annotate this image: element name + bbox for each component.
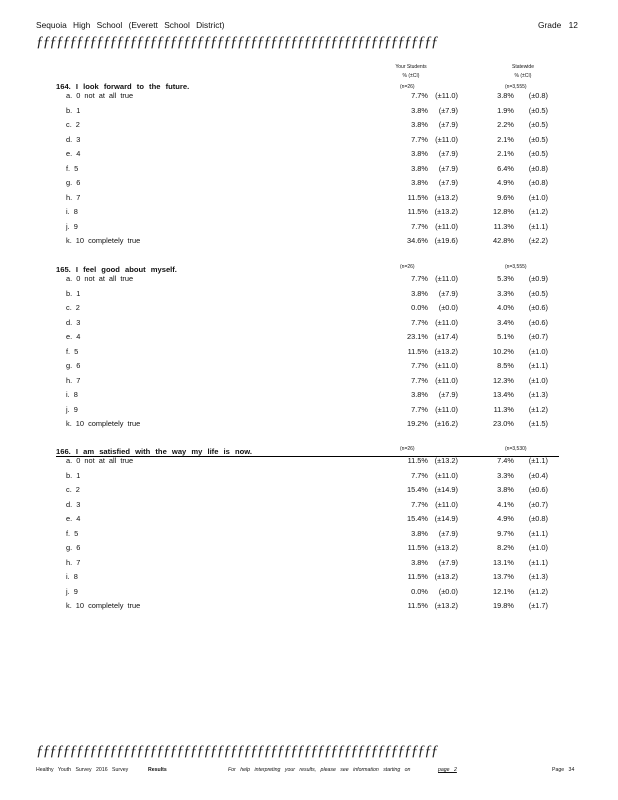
- statewide-percent: 3.3%: [497, 288, 514, 298]
- statewide-percent: 12.8%: [493, 207, 514, 216]
- your-students-ci: (±11.0): [435, 375, 458, 385]
- your-students-header: [384, 64, 438, 79]
- response-option-label: i. 8: [66, 390, 78, 399]
- your-students-percent: 7.7%: [411, 134, 428, 144]
- your-students-percent: 23.1%: [407, 332, 428, 341]
- statewide-ci: (±1.0): [528, 192, 548, 202]
- statewide-ci: (±1.1): [528, 528, 548, 538]
- your-students-ci: (±11.0): [435, 274, 458, 283]
- your-students-percent: 7.7%: [411, 404, 428, 414]
- survey-name: Healthy Youth Survey 2016 Survey: [36, 767, 129, 773]
- response-option-label: g. 6: [66, 361, 81, 370]
- your-students-percent: 7.7%: [411, 361, 428, 370]
- response-option-label: d. 3: [66, 499, 81, 509]
- statewide-percent: 3.3%: [497, 470, 514, 480]
- statewide-ci: (±1.3): [528, 390, 548, 399]
- response-option-label: b. 1: [66, 470, 81, 480]
- statewide-percent: 13.7%: [493, 572, 514, 581]
- statewide-percent: 2.2%: [497, 120, 514, 129]
- your-students-ci: (±14.9): [434, 514, 458, 523]
- your-students-ci: (±11.0): [435, 499, 458, 509]
- your-students-ci: (±11.0): [435, 361, 458, 370]
- statewide-ci: (±0.6): [528, 317, 548, 327]
- your-students-ci: (±13.2): [434, 601, 458, 610]
- statewide-percent: 2.1%: [497, 149, 514, 158]
- your-students-percent: 3.8%: [411, 105, 428, 115]
- your-students-ci: (±17.4): [434, 332, 458, 341]
- your-students-percent: 15.4%: [407, 485, 428, 494]
- your-students-pct-label: % (±CI): [402, 73, 420, 79]
- your-students-percent: 0.0%: [411, 303, 428, 312]
- response-option-label: j. 9: [66, 221, 78, 231]
- your-students-ci: (±7.9): [438, 163, 458, 173]
- your-students-ci: (±16.2): [434, 419, 458, 428]
- statewide-ci: (±0.8): [528, 178, 548, 187]
- response-option-label: g. 6: [66, 178, 81, 187]
- statewide-percent: 4.9%: [497, 178, 514, 187]
- your-students-percent: 11.5%: [407, 207, 428, 216]
- statewide-percent: 7.4%: [497, 456, 514, 465]
- response-option-label: i. 8: [66, 572, 78, 581]
- your-students-ci: (±13.2): [434, 456, 458, 465]
- statewide-header: [496, 64, 550, 79]
- response-option-label: k. 10 completely true: [66, 601, 141, 610]
- statewide-ci: (±0.5): [528, 120, 548, 129]
- your-students-n: (n=26): [400, 264, 415, 270]
- your-students-percent: 7.7%: [411, 221, 428, 231]
- your-students-percent: 11.5%: [407, 346, 428, 356]
- statewide-percent: 6.4%: [497, 163, 514, 173]
- response-option-label: a. 0 not at all true: [66, 274, 134, 283]
- statewide-percent: 3.8%: [497, 485, 514, 494]
- statewide-label: Statewide: [512, 64, 534, 70]
- your-students-ci: (±7.9): [438, 390, 458, 399]
- your-students-ci: (±19.6): [434, 236, 458, 245]
- statewide-ci: (±0.6): [528, 303, 548, 312]
- your-students-percent: 11.5%: [407, 601, 428, 610]
- statewide-percent: 4.9%: [497, 514, 514, 523]
- your-students-percent: 3.8%: [411, 528, 428, 538]
- response-option-label: a. 0 not at all true: [66, 456, 134, 465]
- your-students-ci: (±13.2): [434, 543, 458, 552]
- statewide-ci: (±0.7): [528, 332, 548, 341]
- response-option-label: e. 4: [66, 332, 81, 341]
- your-students-percent: 3.8%: [411, 149, 428, 158]
- statewide-percent: 11.3%: [493, 404, 514, 414]
- statewide-ci: (±1.2): [528, 586, 548, 596]
- statewide-ci: (±2.2): [528, 236, 548, 245]
- response-option-label: h. 7: [66, 375, 81, 385]
- response-option-label: f. 5: [66, 528, 79, 538]
- your-students-ci: (±11.0): [435, 317, 458, 327]
- statewide-percent: 2.1%: [497, 134, 514, 144]
- your-students-ci: (±13.2): [434, 192, 458, 202]
- response-option-label: b. 1: [66, 105, 81, 115]
- your-students-ci: (±11.0): [435, 404, 458, 414]
- response-option-label: a. 0 not at all true: [66, 91, 134, 100]
- response-option-label: e. 4: [66, 514, 81, 523]
- your-students-percent: 19.2%: [407, 419, 428, 428]
- statewide-percent: 9.6%: [497, 192, 514, 202]
- page-number: Page 34: [552, 767, 575, 773]
- statewide-percent: 5.1%: [497, 332, 514, 341]
- response-option-label: e. 4: [66, 149, 81, 158]
- question-title: 164. I look forward to the future.: [56, 82, 190, 91]
- statewide-ci: (±1.2): [528, 207, 548, 216]
- school-name: Sequoia High School (Everett School District): [36, 20, 225, 30]
- response-option-label: f. 5: [66, 346, 79, 356]
- response-option-label: j. 9: [66, 586, 78, 596]
- statewide-ci: (±0.7): [528, 499, 548, 509]
- statewide-ci: (±0.8): [528, 163, 548, 173]
- your-students-ci: (±13.2): [434, 207, 458, 216]
- statewide-percent: 12.1%: [493, 586, 514, 596]
- statewide-ci: (±0.5): [528, 149, 548, 158]
- your-students-ci: (±7.9): [438, 149, 458, 158]
- statewide-percent: 23.0%: [493, 419, 514, 428]
- question-title: 165. I feel good about myself.: [56, 265, 177, 274]
- your-students-ci: (±0.0): [438, 586, 458, 596]
- statewide-ci: (±0.5): [528, 288, 548, 298]
- your-students-percent: 7.7%: [411, 470, 428, 480]
- statewide-ci: (±1.0): [528, 375, 548, 385]
- footer-rule: ƒƒƒƒƒƒƒƒƒƒƒƒƒƒƒƒƒƒƒƒƒƒƒƒƒƒƒƒƒƒƒƒƒƒƒƒƒƒƒƒƒƒƒƒƒƒƒƒƒƒƒƒƒƒƒƒƒƒƒƒ: [36, 742, 438, 759]
- your-students-ci: (±14.9): [434, 485, 458, 494]
- response-option-label: d. 3: [66, 317, 81, 327]
- statewide-ci: (±0.9): [528, 274, 548, 283]
- grade-label: Grade 12: [538, 20, 578, 30]
- your-students-label: Your Students: [395, 64, 427, 70]
- response-option-label: d. 3: [66, 134, 81, 144]
- statewide-percent: 13.4%: [493, 390, 514, 399]
- your-students-ci: (±11.0): [435, 221, 458, 231]
- statewide-percent: 11.3%: [493, 221, 514, 231]
- statewide-ci: (±1.1): [528, 361, 548, 370]
- statewide-ci: (±0.6): [528, 485, 548, 494]
- response-option-label: f. 5: [66, 163, 79, 173]
- your-students-ci: (±0.0): [438, 303, 458, 312]
- statewide-percent: 4.1%: [497, 499, 514, 509]
- your-students-ci: (±7.9): [438, 178, 458, 187]
- statewide-percent: 9.7%: [497, 528, 514, 538]
- statewide-percent: 10.2%: [493, 346, 514, 356]
- statewide-ci: (±0.5): [528, 134, 548, 144]
- statewide-percent: 8.5%: [497, 361, 514, 370]
- response-option-label: k. 10 completely true: [66, 236, 141, 245]
- your-students-percent: 7.7%: [411, 91, 428, 100]
- response-option-label: b. 1: [66, 288, 81, 298]
- your-students-percent: 11.5%: [407, 572, 428, 581]
- statewide-ci: (±1.5): [528, 419, 548, 428]
- statewide-ci: (±1.2): [528, 404, 548, 414]
- your-students-percent: 3.8%: [411, 120, 428, 129]
- statewide-ci: (±0.8): [528, 91, 548, 100]
- your-students-percent: 3.8%: [411, 178, 428, 187]
- your-students-ci: (±7.9): [438, 105, 458, 115]
- your-students-percent: 7.7%: [411, 499, 428, 509]
- statewide-n: (n=3,530): [505, 446, 527, 452]
- statewide-n: (n=3,555): [505, 84, 527, 90]
- your-students-percent: 0.0%: [411, 586, 428, 596]
- statewide-ci: (±1.0): [528, 543, 548, 552]
- your-students-percent: 7.7%: [411, 317, 428, 327]
- statewide-percent: 8.2%: [497, 543, 514, 552]
- question-title: 166. I am satisfied with the way my life is now.: [56, 447, 252, 456]
- response-option-label: c. 2: [66, 120, 80, 129]
- your-students-percent: 15.4%: [407, 514, 428, 523]
- your-students-ci: (±7.9): [438, 120, 458, 129]
- response-option-label: j. 9: [66, 404, 78, 414]
- statewide-percent: 4.0%: [497, 303, 514, 312]
- your-students-percent: 3.8%: [411, 288, 428, 298]
- your-students-n: (n=26): [400, 446, 415, 452]
- your-students-ci: (±11.0): [435, 134, 458, 144]
- statewide-ci: (±1.3): [528, 572, 548, 581]
- response-option-label: k. 10 completely true: [66, 419, 141, 428]
- your-students-percent: 3.8%: [411, 390, 428, 399]
- statewide-ci: (±1.1): [528, 456, 548, 465]
- statewide-percent: 13.1%: [493, 557, 514, 567]
- statewide-ci: (±0.5): [528, 105, 548, 115]
- statewide-percent: 19.8%: [493, 601, 514, 610]
- statewide-ci: (±1.0): [528, 346, 548, 356]
- statewide-percent: 5.3%: [497, 274, 514, 283]
- your-students-percent: 3.8%: [411, 163, 428, 173]
- statewide-percent: 3.8%: [497, 91, 514, 100]
- statewide-ci: (±1.1): [528, 221, 548, 231]
- response-option-label: g. 6: [66, 543, 81, 552]
- your-students-ci: (±7.9): [438, 557, 458, 567]
- response-option-label: c. 2: [66, 485, 80, 494]
- your-students-ci: (±13.2): [434, 572, 458, 581]
- your-students-percent: 3.8%: [411, 557, 428, 567]
- your-students-percent: 34.6%: [407, 236, 428, 245]
- your-students-n: (n=26): [400, 84, 415, 90]
- statewide-percent: 42.8%: [493, 236, 514, 245]
- response-option-label: c. 2: [66, 303, 80, 312]
- your-students-percent: 11.5%: [407, 456, 428, 465]
- statewide-ci: (±1.1): [528, 557, 548, 567]
- help-text: For help interpreting your results, please see information starting on: [228, 767, 411, 773]
- statewide-pct-label: % (±CI): [514, 73, 532, 79]
- page-2-link[interactable]: page 2: [438, 767, 457, 773]
- your-students-ci: (±11.0): [435, 470, 458, 480]
- statewide-percent: 3.4%: [497, 317, 514, 327]
- your-students-percent: 11.5%: [407, 192, 428, 202]
- results-label: Results: [148, 767, 167, 773]
- statewide-percent: 12.3%: [493, 375, 514, 385]
- statewide-ci: (±0.8): [528, 514, 548, 523]
- your-students-ci: (±7.9): [438, 528, 458, 538]
- statewide-ci: (±1.7): [528, 601, 548, 610]
- your-students-percent: 7.7%: [411, 375, 428, 385]
- your-students-percent: 7.7%: [411, 274, 428, 283]
- your-students-percent: 11.5%: [407, 543, 428, 552]
- header-rule: ƒƒƒƒƒƒƒƒƒƒƒƒƒƒƒƒƒƒƒƒƒƒƒƒƒƒƒƒƒƒƒƒƒƒƒƒƒƒƒƒƒƒƒƒƒƒƒƒƒƒƒƒƒƒƒƒƒƒƒƒ: [36, 33, 438, 50]
- statewide-ci: (±0.4): [528, 470, 548, 480]
- statewide-n: (n=3,555): [505, 264, 527, 270]
- your-students-ci: (±7.9): [438, 288, 458, 298]
- response-option-label: h. 7: [66, 557, 81, 567]
- your-students-ci: (±11.0): [435, 91, 458, 100]
- response-option-label: h. 7: [66, 192, 81, 202]
- response-option-label: i. 8: [66, 207, 78, 216]
- statewide-percent: 1.9%: [497, 105, 514, 115]
- your-students-ci: (±13.2): [434, 346, 458, 356]
